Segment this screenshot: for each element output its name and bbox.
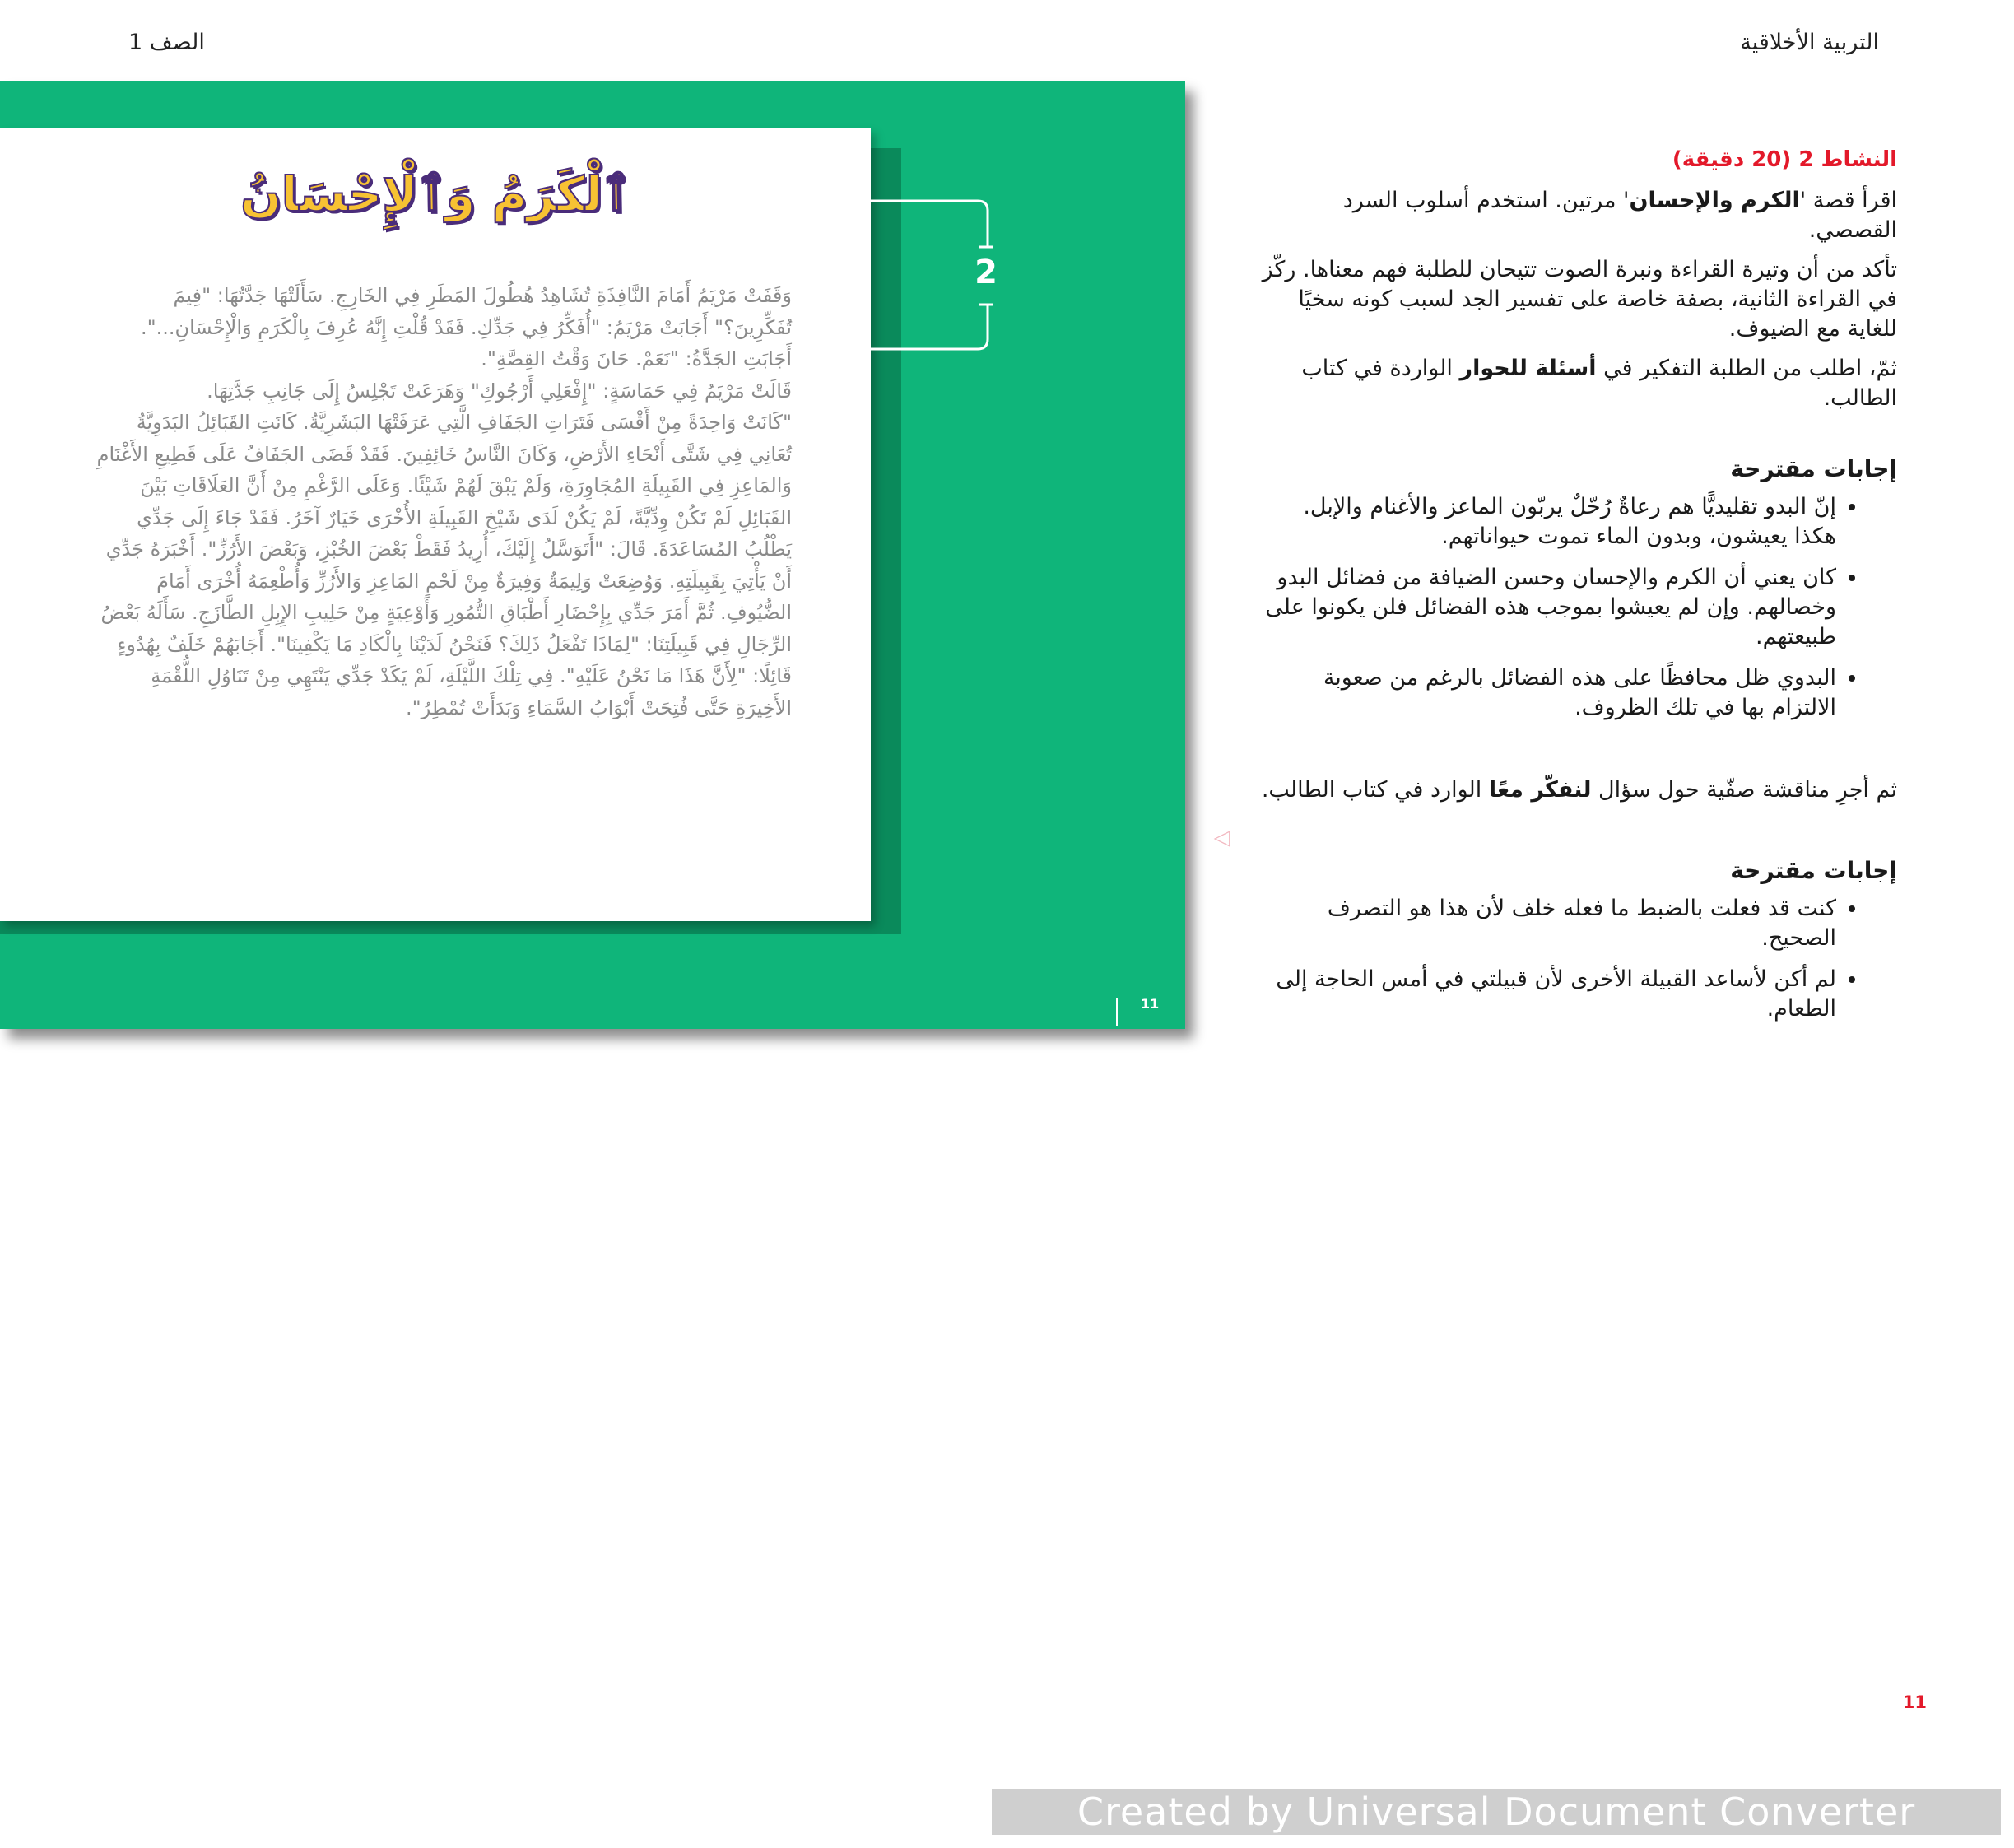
list-item: • إنّ البدو تقليديًّا هم رعاةٌ رُحّلٌ يربّون الماعز والأغنام والإبل. هكذا يعيشون، وبدون الماء تموت حيواناتهم.	[1255, 492, 1836, 552]
story-paragraph: قَالَتْ مَرْيَمُ فِي حَمَاسَةٍ: "إِفْعَلِي أَرْجُوكِ" وَهَرَعَتْ تَجْلِسُ إِلَى جَانِبِ جَدَّتِهَا.	[207, 379, 792, 403]
suggested-answers-list	[1255, 492, 1897, 723]
list-item: • كنت قد فعلت بالضبط ما فعله خلف لأن هذا هو التصرف الصحيح.	[1255, 894, 1836, 953]
instruction-paragraph	[1255, 775, 1897, 805]
story-name: الكرم والإحسان	[1629, 188, 1800, 213]
story-paragraph: أَجَابَتِ الجَدَّةُ: "نَعَمْ. حَانَ وَقْتُ القِصَّةِ".	[481, 347, 792, 370]
page-number: 11	[1902, 1692, 1927, 1712]
story-text	[92, 280, 792, 724]
instruction-text: اقرأ قصة '	[1799, 188, 1897, 213]
list-item: • البدوي ظل محافظًا على هذه الفضائل بالرغم من صعوبة الالتزام بها في تلك الظروف.	[1255, 663, 1836, 723]
list-item: • لم أكن لأساعد القبيلة الأخرى لأن قبيلتي في أمس الحاجة إلى الطعام.	[1255, 965, 1836, 1024]
instruction-text: الواردة في كتاب الطالب.	[1301, 356, 1897, 411]
lesson-instructions	[1255, 145, 1897, 1036]
activity-heading: النشاط 2 (20 دقيقة)	[1672, 147, 1897, 172]
instruction-text: ' مرتين. استخدم أسلوب السرد القصصي.	[1342, 188, 1897, 243]
chapter-number: 2	[974, 254, 998, 291]
instruction-text: الوارد في كتاب الطالب.	[1261, 777, 1489, 803]
suggested-answers-heading: إجابات مقترحة	[1730, 857, 1897, 884]
header-subject: التربية الأخلاقية	[1740, 30, 1879, 55]
discussion-name: لنفكّر معًا	[1488, 777, 1592, 803]
story-paragraph: "كَانَتْ وَاحِدَةً مِنْ أَقْسَى فَتَرَاتِ الجَفَافِ الَّتِي عَرَفَتْهَا البَشَرِيَّةُ. كَانَتِ القَبَائِلُ البَدَوِيَّةُ تُعَانِي فِي شَتَّى أَنْحَاءِ الأَرْضِ، وَكَانَ النَّاسُ خَائِفِينَ. فَقَدْ قَضَى الجَفَافُ عَلَى قَطِيعِ الأَغْنَامِ وَالمَاعِزِ فِي القَبِيلَةِ المُجَاوِرَةِ، وَلَمْ يَبْقَ لَهُمْ شَيْئًا. وَعَلَى الرَّغْمِ مِنْ أَنَّ العَلَاقَاتِ بَيْنَ القَبَائِلِ لَمْ تَكُنْ وِدِّيَّةً، لَمْ يَكُنْ لَدَى شَيْخِ القَبِيلَةِ الأُخْرَى خَيَارٌ آخَرُ. فَقَدْ جَاءَ إِلَى جَدِّي يَطْلُبُ المُسَاعَدَةَ. قَالَ: "أَتَوَسَّلُ إِلَيْكَ، أُرِيدُ فَقَطْ بَعْضَ الخُبْزِ، وَبَعْضَ الأَرُزِّ". أَخْبَرَهُ جَدِّي أَنْ يَأْتِيَ بِقَبِيلَتِهِ. وَوُضِعَتْ وَلِيمَةٌ وَفِيرَةٌ مِنْ لَحْمِ المَاعِزِ وَالأَرُزِّ وَأُطْعِمَهُ أُخْرَى أَمَامَ الضُّيُوفِ. ثُمَّ أَمَرَ جَدِّي بِإِحْضَارِ أَطْبَاقِ التُّمُورِ وَأَوْعِيَةٍ مِنْ حَلِيبِ الإِبِلِ الطَّازَجِ. سَأَلَهُ بَعْضُ الرِّجَالِ فِي قَبِيلَتِنَا: "لِمَاذَا تَفْعَلُ ذَلِكَ؟ فَنَحْنُ لَدَيْنَا بِالْكَادِ مَا يَكْفِينَا". أَجَابَهُمْ خَلَفٌ بِهُدُوءٍ قَائِلًا: "لِأَنَّ هَذَا مَا نَحْنُ عَلَيْهِ". فِي تِلْكَ اللَّيْلَةِ، لَمْ يَكَدْ جَدِّي يَنْتَهِي مِنْ تَنَاوُلِ اللُّقْمَةِ الأَخِيرَةِ حَتَّى فُتِحَتْ أَبْوَابُ السَّمَاءِ وَبَدَأَتْ تُمْطِرُ".	[96, 411, 792, 719]
side-mark-icon: ▽	[1211, 831, 1235, 847]
panel-divider	[1116, 998, 1118, 1026]
story-paragraph: وَقَفَتْ مَرْيَمُ أَمَامَ النَّافِذَةِ تُشَاهِدُ هُطُولَ المَطَرِ فِي الخَارِجِ. سَأَلَتْهَا جَدَّتُهَا: "فِيمَ تُفَكِّرِينَ؟" أَجَابَتْ مَرْيَمُ: "أُفَكِّرُ فِي جَدِّكِ. فَقَدْ قُلْتِ إِنَّهُ عُرِفَ بِالْكَرَمِ وَالْإِحْسَانِ...".	[140, 284, 792, 339]
header-grade: الصف 1	[128, 30, 205, 55]
story-title: ٱلْكَرَمُ وَٱلْإِحْسَانُ	[240, 166, 630, 222]
instruction-text: ثمّ، اطلب من الطلبة التفكير في	[1596, 356, 1897, 381]
watermark: Created by Universal Document Converter	[992, 1789, 2001, 1835]
questions-name: أسئلة للحوار	[1459, 356, 1597, 381]
suggested-answers-list	[1255, 894, 1897, 1024]
instruction-paragraph	[1255, 186, 1897, 245]
instruction-text: ثم أجرِ مناقشة صفّية حول سؤال	[1591, 777, 1897, 803]
suggested-answers-heading: إجابات مقترحة	[1730, 455, 1897, 482]
instruction-paragraph: تأكد من أن وتيرة القراءة ونبرة الصوت تتيحان للطلبة فهم معناها. ركّز في القراءة الثانية، بصفة خاصة على تفسير الجد لسبب كونه سخيًا للغاية مع الضيوف.	[1262, 257, 1897, 342]
list-item: • كان يعني أن الكرم والإحسان وحسن الضيافة من فضائل البدو وخصالهم. وإن لم يعيشوا بموجب هذه الفضائل فلن يكونوا على طبيعتهم.	[1255, 563, 1836, 652]
instruction-paragraph	[1255, 354, 1897, 413]
book-page-number: 11	[1141, 996, 1160, 1012]
